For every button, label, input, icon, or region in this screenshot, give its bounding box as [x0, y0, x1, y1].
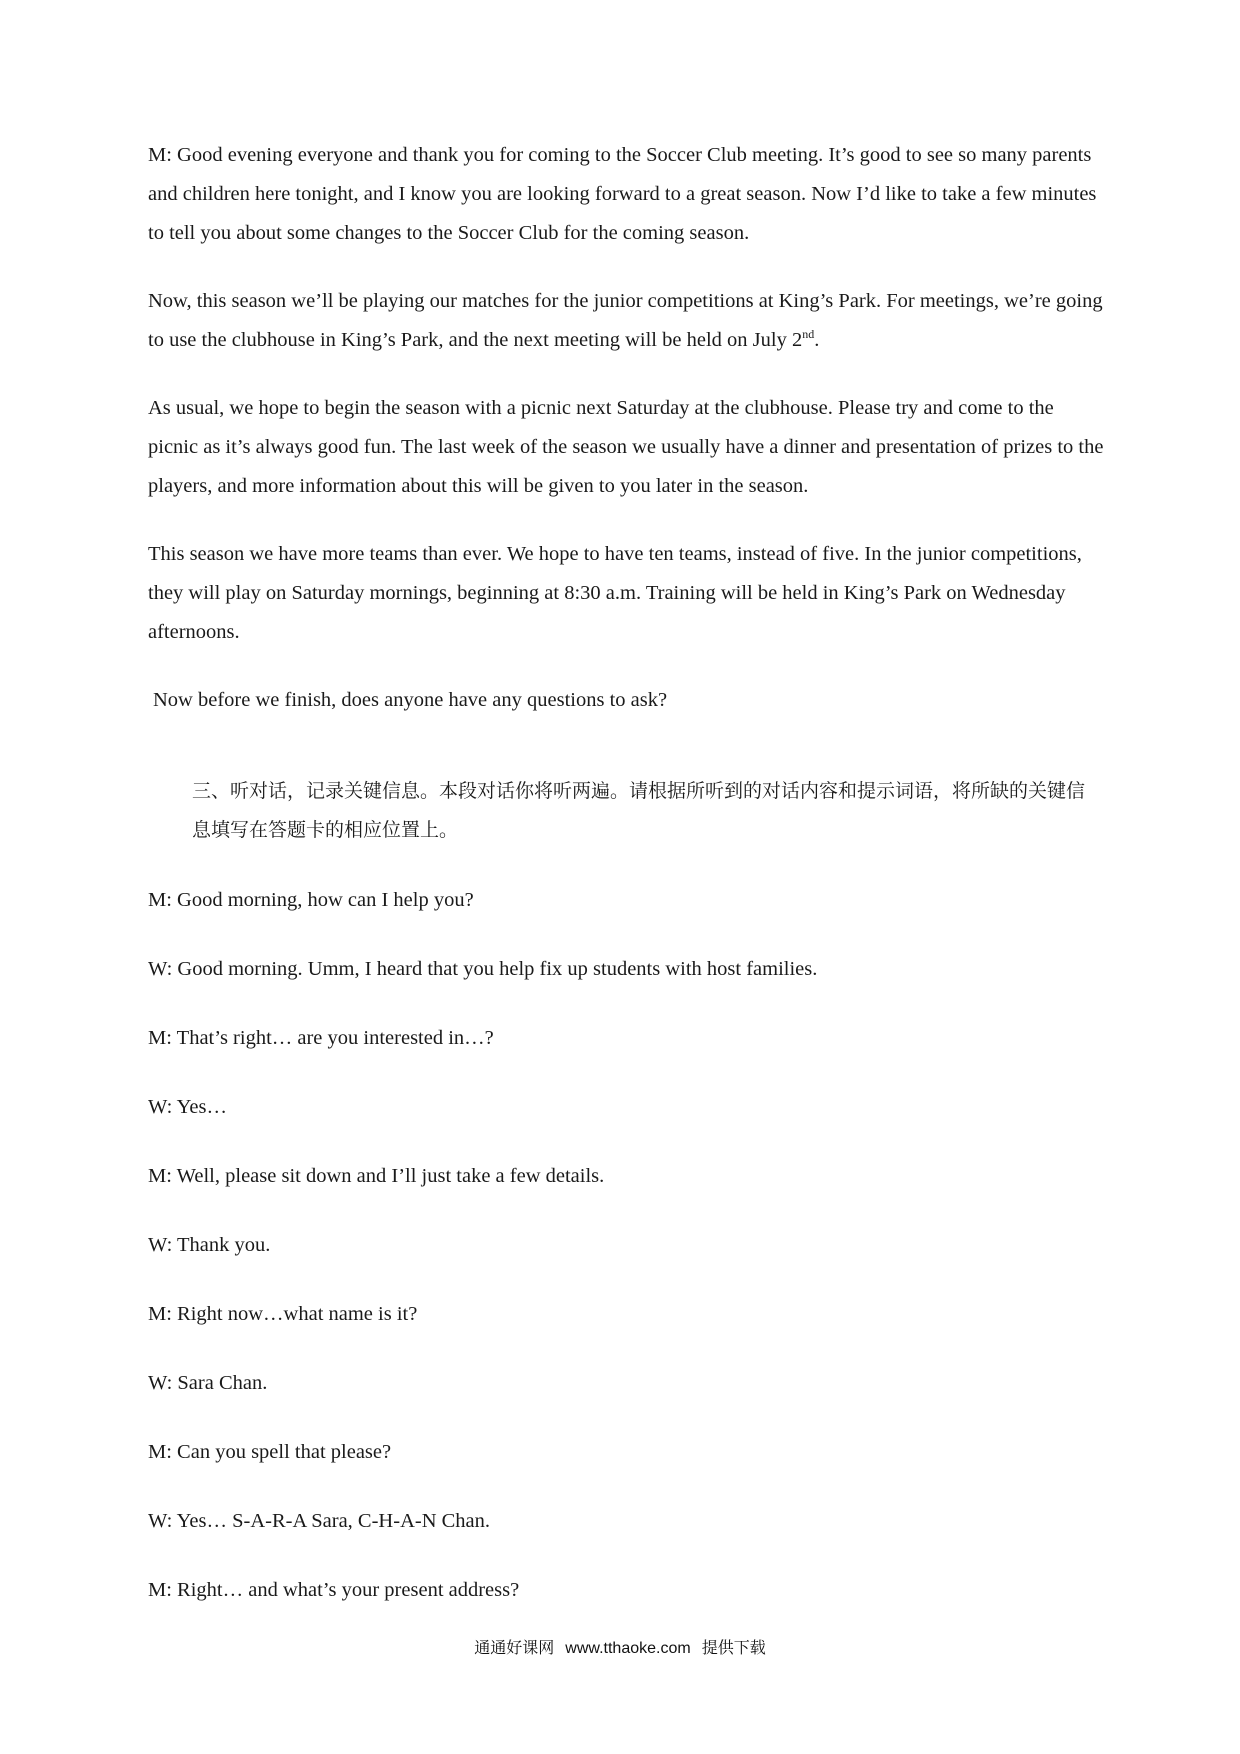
- monologue-paragraph-2-text: Now, this season we’ll be playing our matches for the junior competitions at King’s Park. For meetings, we’re going to use the clubhouse in King’s Park, and the next meeting will be held on July 2: [148, 290, 1103, 351]
- date-period: .: [814, 329, 820, 351]
- dialogue-line: W: Sara Chan.: [148, 1372, 268, 1394]
- footer-site-name: 通通好课网: [474, 1638, 555, 1657]
- dialogue-line: M: Right now…what name is it?: [148, 1303, 418, 1325]
- page-footer: [0, 1636, 1240, 1661]
- monologue-paragraph-4: This season we have more teams than ever. We hope to have ten teams, instead of five. In the junior competitions, they will play on Saturday mornings, beginning at 8:30 a.m. Training will be held in King’s Park on Wednesday afternoons.: [148, 543, 1082, 643]
- monologue-section: [148, 136, 1108, 720]
- monologue-paragraph-3: As usual, we hope to begin the season with a picnic next Saturday at the clubhouse. Please try and come to the picnic as it’s always good fun. The last week of the season we usually have a dinner and presentation of prizes to the players, and more information about this will be given to you later in the season.: [148, 397, 1104, 497]
- monologue-paragraph-1: M: Good evening everyone and thank you for coming to the Soccer Club meeting. It’s good to see so many parents and children here tonight, and I know you are looking forward to a great season. Now I’d like to take a few minutes to tell you about some changes to the Soccer Club for the coming season.: [148, 144, 1097, 244]
- dialogue-line: M: Right… and what’s your present address?: [148, 1579, 520, 1601]
- dialogue-line: M: That’s right… are you interested in…?: [148, 1027, 494, 1049]
- dialogue-line: M: Can you spell that please?: [148, 1441, 392, 1463]
- section-three-heading: 三、听对话，记录关键信息。本段对话你将听两遍。请根据所听到的对话内容和提示词语，将所缺的关键信息填写在答题卡的相应位置上。: [192, 780, 1086, 841]
- monologue-paragraph-5: Now before we finish, does anyone have any questions to ask?: [153, 689, 668, 711]
- dialogue-line: W: Good morning. Umm, I heard that you help fix up students with host families.: [148, 958, 818, 980]
- dialogue-line: M: Well, please sit down and I’ll just take a few details.: [148, 1165, 605, 1187]
- dialogue-line: M: Good morning, how can I help you?: [148, 889, 474, 911]
- footer-suffix: 提供下载: [701, 1638, 766, 1657]
- monologue-paragraph-2: [148, 282, 1108, 360]
- footer-site-url[interactable]: www.tthaoke.com: [565, 1640, 691, 1657]
- date-ordinal-suffix: nd: [802, 327, 815, 342]
- dialogue-line: W: Yes… S-A-R-A Sara, C-H-A-N Chan.: [148, 1510, 491, 1532]
- dialogue-line: W: Yes…: [148, 1096, 227, 1118]
- dialogue-line: W: Thank you.: [148, 1234, 271, 1256]
